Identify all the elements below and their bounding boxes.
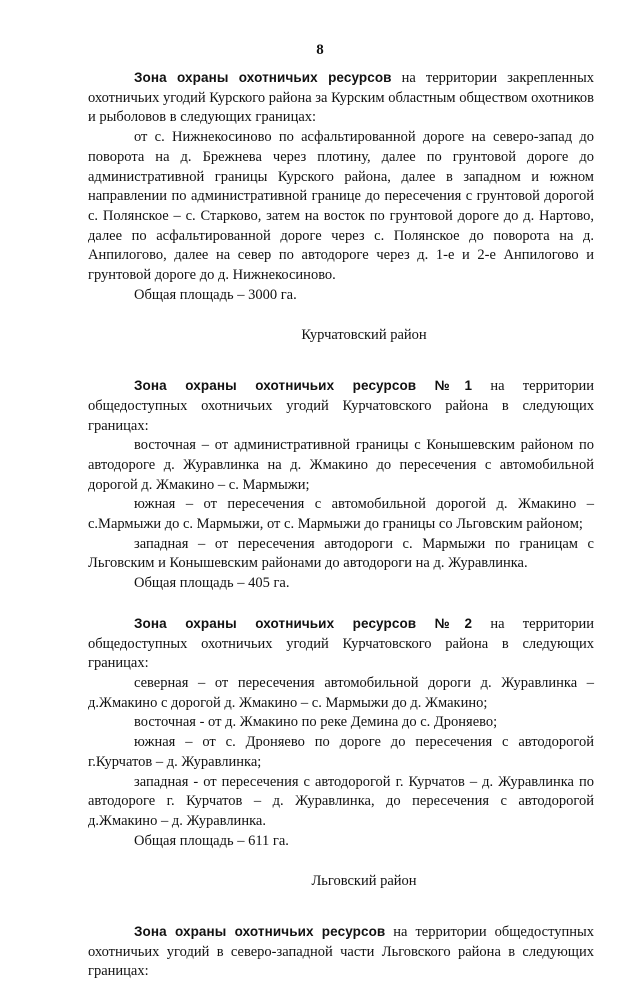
- lgov-zone-title: Зона охраны охотничьих ресурсов: [134, 924, 386, 940]
- kurchatov-zone2-area: Общая площадь – 611 га.: [134, 832, 289, 849]
- kurchatov-zone1-title: Зона охраны охотничьих ресурсов №1: [134, 378, 473, 394]
- kursk-zone-intro-text: на территории закрепленных охотничьих угодий Курского района за Курским областным обществом охотников и рыболовов в следующих границах:: [88, 70, 594, 126]
- kurchatov-zone2-intro: [88, 614, 594, 674]
- kurchatov-zone2-intro-text: на территории общедоступных охотничьих угодий Курчатовского района в следующих границах:: [88, 615, 594, 672]
- kursk-zone-intro: [88, 68, 594, 128]
- kurchatov-zone1-intro-text: на территории общедоступных охотничьих угодий Курчатовского района в следующих границах:: [88, 378, 594, 434]
- kurchatov-zone2-east: восточная - от д. Жмакино по реке Демина до с. Дроняево;: [134, 714, 498, 731]
- kurchatov-zone2-north: северная – от пересечения автомобильной дороги д. Журавлинка – д.Жмакино с дорогой д. Жмакино – с. Мармыжи до д. Жмакино;: [88, 674, 594, 711]
- kurchatov-zone2-title: Зона охраны охотничьих ресурсов №2: [134, 615, 473, 631]
- document-body: [88, 68, 594, 982]
- lgov-zone-intro: [88, 922, 594, 982]
- lgov-district-heading: Льговский район: [311, 873, 417, 890]
- kurchatov-zone1-west: западная – от пересечения автодороги с. Мармыжи по границам с Льговским и Конышевским районами до автодороги на д. Журавлинка.: [88, 535, 594, 572]
- kurchatov-zone1-intro: [88, 376, 594, 436]
- kursk-boundary: от с. Нижнекосиново по асфальтированной дороге на северо-запад до поворота на д. Брежнева через плотину, далее по грунтовой дороге до административной границы Курского района, далее в западном и южном направлении по административной границе до пересечения с грунтовой дорогой с. Полянское – с. Старково, затем на восток по грунтовой дороге до д. Нартово, далее по асфальтированной дороге через с. Полянское до поворота на д. Анпилогово, далее на север по автодороге через д. 1-е и 2-е Анпилогово и грунтовой дороге до д. Нижнекосиново.: [88, 129, 594, 284]
- kurchatov-zone2-south: южная – от с. Дроняево по дороге до пересечения с автодорогой г.Курчатов – д. Журавлинка;: [88, 734, 594, 770]
- kurchatov-zone2-west: западная - от пересечения с автодорогой г. Курчатов – д. Журавлинка по автодороге г. Курчатов – д. Журавлинка, до пересечения с автодорогой д.Жмакино – д. Журавлинка.: [88, 773, 594, 829]
- kurchatov-district-heading: Курчатовский район: [301, 327, 427, 344]
- kurchatov-zone1-area: Общая площадь – 405 га.: [134, 575, 290, 592]
- kurchatov-zone1-east: восточная – от административной границы с Конышевским районом по автодороге д. Журавлинка на д. Жмакино до пересечения с автомобильной дорогой д. Жмакино – с. Мармыжи;: [88, 437, 594, 493]
- kurchatov-zone1-south: южная – от пересечения с автомобильной дорогой д. Жмакино – с.Мармыжи до с. Мармыжи, от с. Мармыжи до границы со Льговским районом;: [88, 496, 594, 533]
- kursk-zone-title: Зона охраны охотничьих ресурсов: [134, 70, 392, 85]
- lgov-zone-intro-text: на территории общедоступных охотничьих угодий в северо-западной части Льговского района в следующих границах:: [88, 924, 594, 980]
- page-number: 8: [316, 42, 324, 58]
- kursk-area: Общая площадь – 3000 га.: [134, 286, 297, 303]
